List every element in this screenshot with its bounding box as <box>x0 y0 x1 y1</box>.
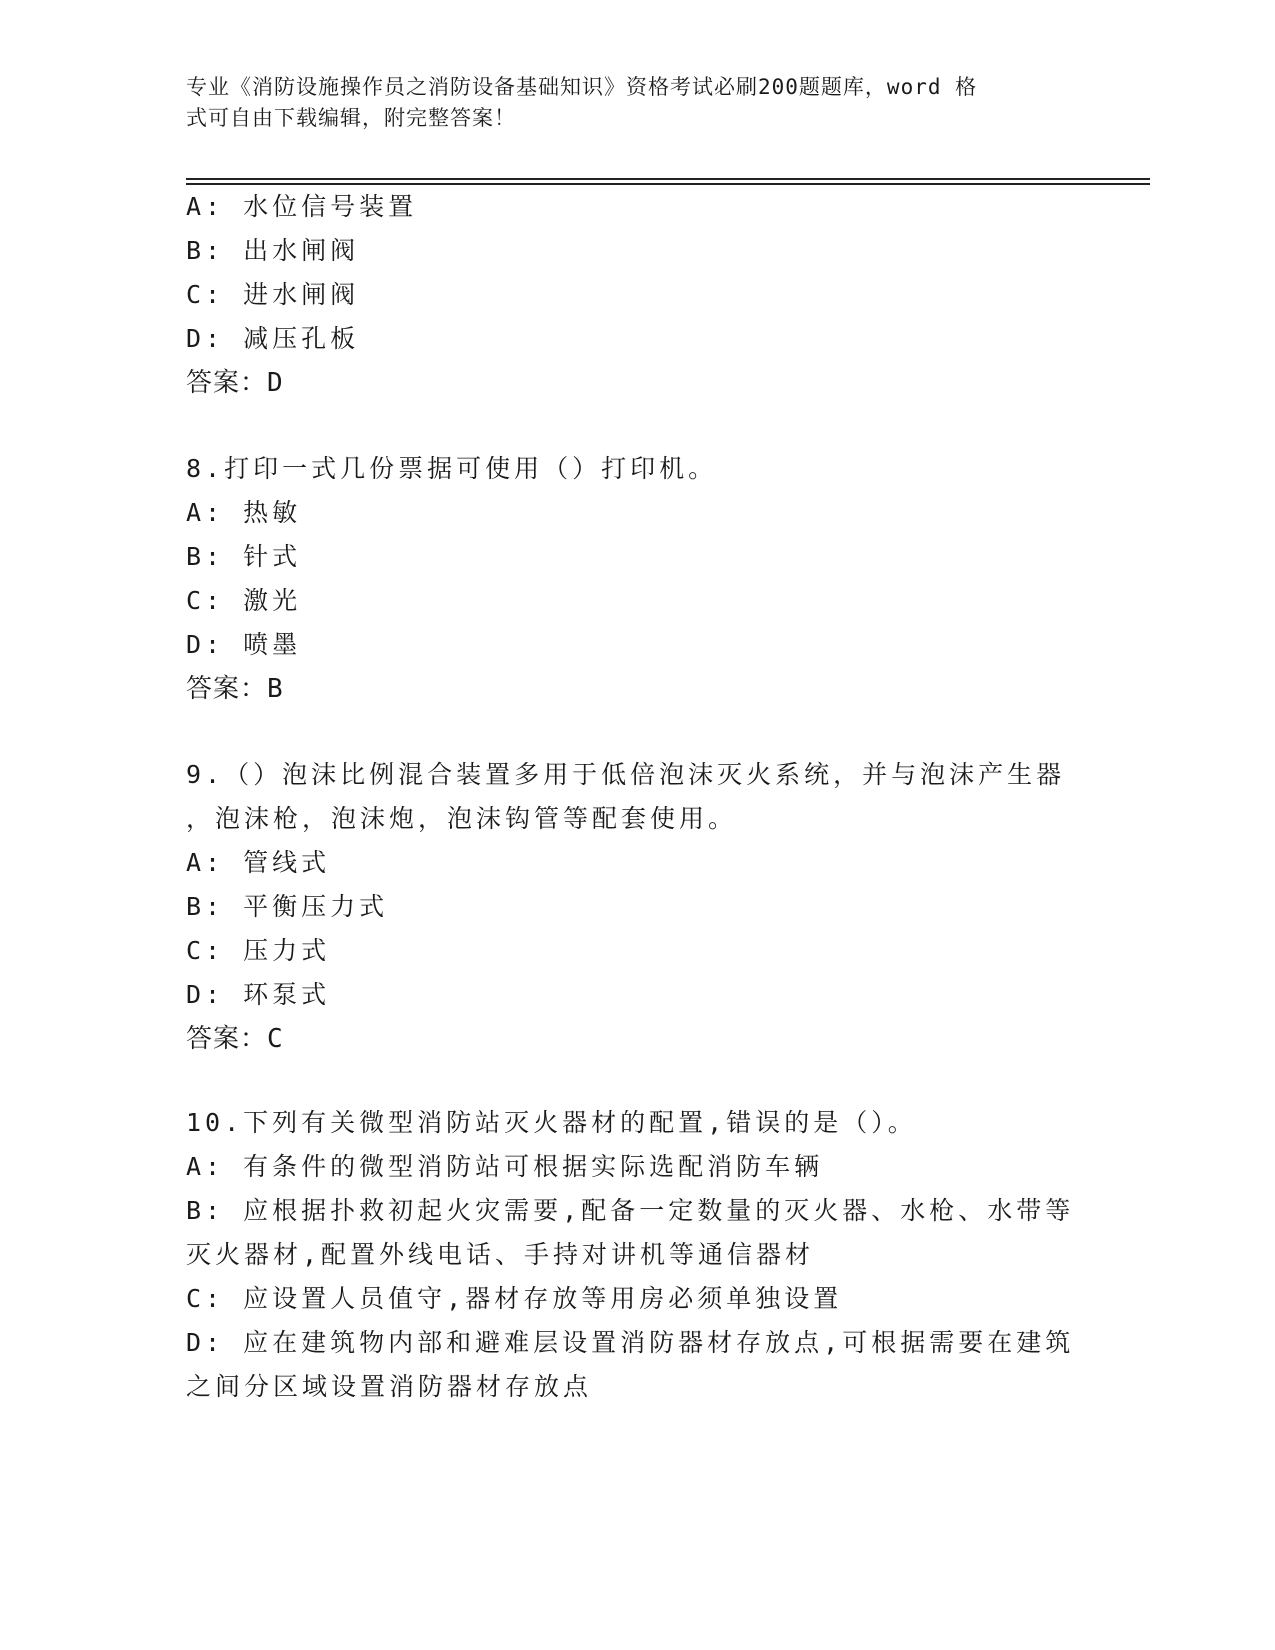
q10-option-c: C: 应设置人员值守,器材存放等用房必须单独设置 <box>186 1284 843 1313</box>
q9-answer: 答案：C <box>186 1024 284 1054</box>
document-header <box>186 72 1066 134</box>
q8-stem: 8.打印一式几份票据可使用（）打印机。 <box>186 454 718 483</box>
q9-option-c: C: 压力式 <box>186 936 331 965</box>
header-divider-bottom <box>186 183 1150 185</box>
q10-option-b-line-1: B: 应根据扑救初起火灾需要,配备一定数量的灭火器、水枪、水带等 <box>186 1196 1075 1225</box>
q10-stem: 10.下列有关微型消防站灭火器材的配置,错误的是（）。 <box>186 1108 917 1137</box>
header-line-1: 专业《消防设施操作员之消防设备基础知识》资格考试必刷200题题库，word 格 <box>186 75 978 99</box>
q9-option-b: B: 平衡压力式 <box>186 892 389 921</box>
q10-option-d-line-2: 之间分区域设置消防器材存放点 <box>186 1372 593 1401</box>
q9-option-a: A: 管线式 <box>186 848 331 877</box>
q8-option-a: A: 热敏 <box>186 498 302 527</box>
q8-answer: 答案：B <box>186 674 284 704</box>
q10-option-d-line-1: D: 应在建筑物内部和避难层设置消防器材存放点,可根据需要在建筑 <box>186 1328 1075 1357</box>
prev-option-d: D: 减压孔板 <box>186 324 360 353</box>
q9-stem-line-1: 9.（）泡沫比例混合装置多用于低倍泡沫灭火系统，并与泡沫产生器 <box>186 760 1066 789</box>
prev-option-c: C: 进水闸阀 <box>186 280 360 309</box>
q10-option-b-line-2: 灭火器材,配置外线电话、手持对讲机等通信器材 <box>186 1240 815 1269</box>
q10-option-a: A: 有条件的微型消防站可根据实际选配消防车辆 <box>186 1152 824 1181</box>
prev-option-b: B: 出水闸阀 <box>186 236 360 265</box>
q9-stem-line-2: ，泡沫枪，泡沫炮，泡沫钩管等配套使用。 <box>186 804 738 833</box>
header-line-2: 式可自由下载编辑，附完整答案！ <box>186 106 516 130</box>
q8-option-d: D: 喷墨 <box>186 630 302 659</box>
q8-option-b: B: 针式 <box>186 542 302 571</box>
q9-option-d: D: 环泵式 <box>186 980 331 1009</box>
prev-option-a: A: 水位信号装置 <box>186 192 418 221</box>
q8-option-c: C: 激光 <box>186 586 302 615</box>
header-divider-top <box>186 178 1150 180</box>
prev-answer: 答案：D <box>186 368 284 398</box>
